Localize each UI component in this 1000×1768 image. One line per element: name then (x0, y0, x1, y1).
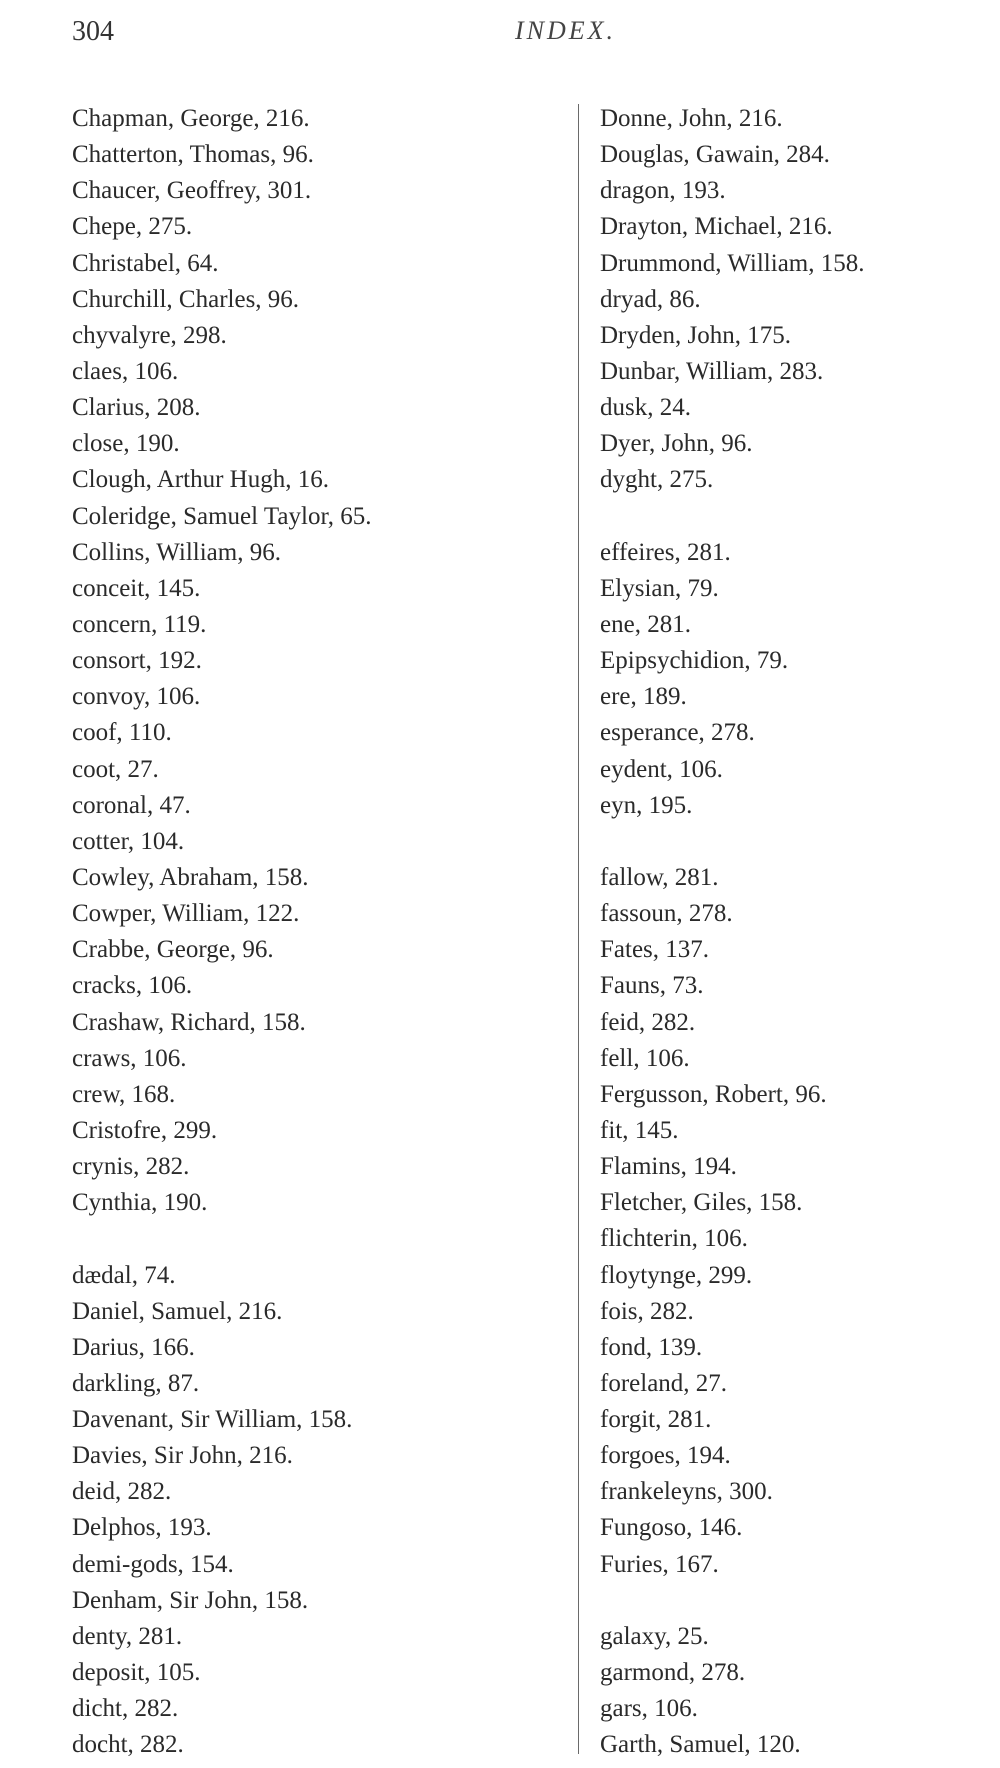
index-entry: Fergusson, Robert, 96. (600, 1080, 827, 1108)
index-entry: Cynthia, 190. (72, 1189, 208, 1217)
index-entry: galaxy, 25. (600, 1622, 709, 1650)
index-entry: Clarius, 208. (72, 394, 201, 422)
index-entry: Denham, Sir John, 158. (72, 1586, 309, 1614)
index-entry: Flamins, 194. (600, 1153, 737, 1181)
index-entry: Garth, Samuel, 120. (600, 1731, 801, 1759)
index-entry: dryad, 86. (600, 285, 701, 313)
index-entry: esperance, 278. (600, 719, 755, 747)
index-entry: Chatterton, Thomas, 96. (72, 141, 314, 169)
index-entry: Delphos, 193. (72, 1514, 212, 1542)
index-entry: crew, 168. (72, 1080, 176, 1108)
index-entry: crynis, 282. (72, 1153, 190, 1181)
index-entry: claes, 106. (72, 357, 179, 385)
index-column-right (600, 101, 865, 1763)
index-entry: Fauns, 73. (600, 972, 704, 1000)
section-gap (600, 499, 865, 535)
index-entry: foreland, 27. (600, 1369, 728, 1397)
index-entry: eyn, 195. (600, 791, 693, 819)
index-entry: Cowper, William, 122. (72, 900, 300, 928)
section-gap (600, 1583, 865, 1619)
index-entry: ene, 281. (600, 610, 691, 638)
index-entry: fell, 106. (600, 1044, 690, 1072)
index-entry: close, 190. (72, 430, 180, 458)
index-entry: deposit, 105. (72, 1659, 201, 1687)
index-entry: Fletcher, Giles, 158. (600, 1189, 803, 1217)
index-entry: forgoes, 194. (600, 1442, 731, 1470)
index-entry: frankeleyns, 300. (600, 1478, 773, 1506)
index-entry: docht, 282. (72, 1731, 184, 1759)
index-entry: garmond, 278. (600, 1659, 746, 1687)
index-entry: Coleridge, Samuel Taylor, 65. (72, 502, 372, 530)
index-entry: dædal, 74. (72, 1261, 176, 1289)
index-entry: flichterin, 106. (600, 1225, 748, 1253)
index-entry: fond, 139. (600, 1333, 703, 1361)
index-entry: Davenant, Sir William, 158. (72, 1406, 353, 1434)
index-entry: darkling, 87. (72, 1369, 200, 1397)
index-entry: Davies, Sir John, 216. (72, 1442, 293, 1470)
index-entry: dragon, 193. (600, 177, 726, 205)
index-entry: cracks, 106. (72, 972, 193, 1000)
index-entry: Chepe, 275. (72, 213, 193, 241)
index-entry: dyght, 275. (600, 466, 714, 494)
index-entry: Crashaw, Richard, 158. (72, 1008, 306, 1036)
index-entry: Dryden, John, 175. (600, 321, 791, 349)
index-entry: ere, 189. (600, 683, 687, 711)
index-entry: conceit, 145. (72, 574, 201, 602)
index-entry: fallow, 281. (600, 863, 719, 891)
index-entry: Collins, William, 96. (72, 538, 281, 566)
index-entry: craws, 106. (72, 1044, 187, 1072)
index-entry: Daniel, Samuel, 216. (72, 1297, 283, 1325)
index-entry: coot, 27. (72, 755, 159, 783)
index-entry: Cristofre, 299. (72, 1116, 218, 1144)
index-entry: Furies, 167. (600, 1550, 719, 1578)
index-entry: Christabel, 64. (72, 249, 219, 277)
index-entry: Clough, Arthur Hugh, 16. (72, 466, 329, 494)
index-entry: Crabbe, George, 96. (72, 936, 274, 964)
index-entry: dicht, 282. (72, 1695, 179, 1723)
index-entry: convoy, 106. (72, 683, 201, 711)
index-entry: Fates, 137. (600, 936, 710, 964)
page-number: 304 (72, 16, 114, 47)
index-entry: Donne, John, 216. (600, 105, 783, 132)
index-entry: coof, 110. (72, 719, 172, 747)
index-column-left (72, 101, 372, 1763)
index-entry: Drummond, William, 158. (600, 249, 865, 277)
index-entry: Dunbar, William, 283. (600, 357, 824, 385)
index-entry: Fungoso, 146. (600, 1514, 743, 1542)
index-entry: concern, 119. (72, 610, 207, 638)
index-entry: Drayton, Michael, 216. (600, 213, 833, 241)
index-entry: cotter, 104. (72, 827, 185, 855)
index-entry: eydent, 106. (600, 755, 723, 783)
index-entry: coronal, 47. (72, 791, 191, 819)
index-entry: chyvalyre, 298. (72, 321, 227, 349)
index-entry: dusk, 24. (600, 394, 691, 422)
column-divider (578, 104, 579, 1754)
index-entry: feid, 282. (600, 1008, 696, 1036)
index-entry: fois, 282. (600, 1297, 694, 1325)
section-gap (72, 1221, 372, 1257)
index-entry: Dyer, John, 96. (600, 430, 753, 458)
index-entry: Douglas, Gawain, 284. (600, 141, 830, 169)
running-head: INDEX. (515, 16, 617, 45)
section-gap (600, 824, 865, 860)
index-entry: Darius, 166. (72, 1333, 195, 1361)
index-entry: effeires, 281. (600, 538, 731, 566)
index-entry: demi-gods, 154. (72, 1550, 234, 1578)
index-entry: denty, 281. (72, 1622, 183, 1650)
index-entry: Elysian, 79. (600, 574, 719, 602)
index-entry: floytynge, 299. (600, 1261, 753, 1289)
index-entry: Epipsychidion, 79. (600, 647, 789, 675)
index-entry: fassoun, 278. (600, 900, 733, 928)
index-entry: consort, 192. (72, 647, 202, 675)
index-entry: Chapman, George, 216. (72, 105, 310, 132)
index-entry: gars, 106. (600, 1695, 698, 1723)
index-entry: Cowley, Abraham, 158. (72, 863, 309, 891)
index-entry: Churchill, Charles, 96. (72, 285, 300, 313)
index-entry: deid, 282. (72, 1478, 172, 1506)
index-entry: Chaucer, Geoffrey, 301. (72, 177, 312, 205)
index-entry: fit, 145. (600, 1116, 679, 1144)
index-entry: forgit, 281. (600, 1406, 712, 1434)
